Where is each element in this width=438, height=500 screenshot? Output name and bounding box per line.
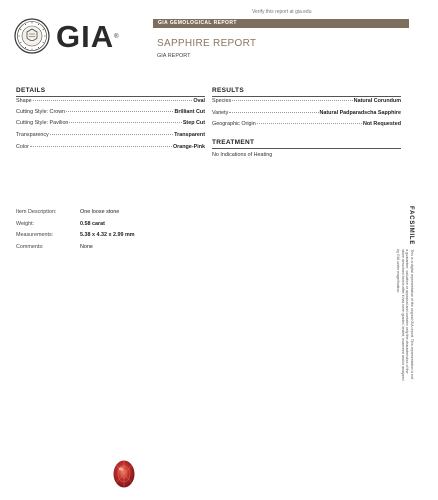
details-row-shape — [16, 98, 205, 106]
gemstone-photo — [112, 459, 136, 489]
item-value-description: One loose stone — [80, 209, 120, 215]
details-row-color — [16, 144, 205, 152]
details-row-transparency — [16, 132, 205, 140]
gia-wordmark: GIA® — [56, 19, 120, 54]
item-label-measurements: Measurements: — [16, 232, 54, 238]
item-label-weight: Weight: — [16, 221, 35, 227]
details-title: DETAILS — [16, 87, 46, 94]
details-value: Oval — [193, 98, 205, 104]
item-value-measurements: 5.38 x 4.32 x 2.99 mm — [80, 232, 135, 238]
treatment-rule — [212, 148, 401, 149]
details-label: Color — [16, 144, 29, 150]
item-value-weight: 0.58 carat — [80, 221, 105, 227]
report-subtitle: GIA REPORT — [157, 53, 191, 59]
facsimile-notice — [396, 206, 414, 381]
details-label: Shape — [16, 98, 32, 104]
verify-link[interactable]: Verify this report at gia.edu — [252, 9, 312, 15]
results-label: Geographic Origin — [212, 121, 256, 127]
details-value: Brilliant Cut — [174, 109, 205, 115]
results-row-species — [212, 98, 401, 106]
details-value: Step Cut — [182, 120, 205, 126]
results-value: Natural Padparadscha Sapphire — [319, 110, 401, 116]
facsimile-title: FACSIMILE — [408, 206, 414, 246]
results-title: RESULTS — [212, 87, 244, 94]
details-row-crown — [16, 109, 205, 117]
details-label: Transparency — [16, 132, 49, 138]
details-value: Transparent — [174, 132, 205, 138]
results-rule — [212, 96, 401, 97]
results-label: Variety — [212, 110, 229, 116]
item-label-description: Item Description: — [16, 209, 57, 215]
report-banner — [153, 19, 409, 28]
facsimile-text: This is a digital representation of the original GIA report. This representation is not a guarantee, valuation or appraisal and contains only the characteristics of the stone described herein after it has been graded, tested, examined and/or analyzed by GIA under magnification. — [396, 249, 414, 381]
results-row-variety — [212, 110, 401, 118]
details-rule — [16, 96, 205, 97]
details-value: Orange-Pink — [172, 144, 205, 150]
report-title: SAPPHIRE REPORT — [157, 38, 257, 49]
item-value-comments: None — [80, 244, 93, 250]
results-value: Not Requested — [362, 121, 401, 127]
details-label: Cutting Style: Pavilion — [16, 120, 69, 126]
gia-logo — [14, 18, 132, 56]
results-value: Natural Corundum — [353, 98, 401, 104]
treatment-title: TREATMENT — [212, 139, 255, 146]
results-row-origin — [212, 121, 401, 129]
results-label: Species — [212, 98, 232, 104]
gia-seal-icon — [14, 18, 50, 54]
details-row-pavilion — [16, 120, 205, 128]
details-label: Cutting Style: Crown — [16, 109, 66, 115]
item-label-comments: Comments: — [16, 244, 44, 250]
banner-label: GIA GEMOLOGICAL REPORT — [158, 20, 237, 26]
treatment-text: No Indications of Heating — [212, 152, 273, 158]
